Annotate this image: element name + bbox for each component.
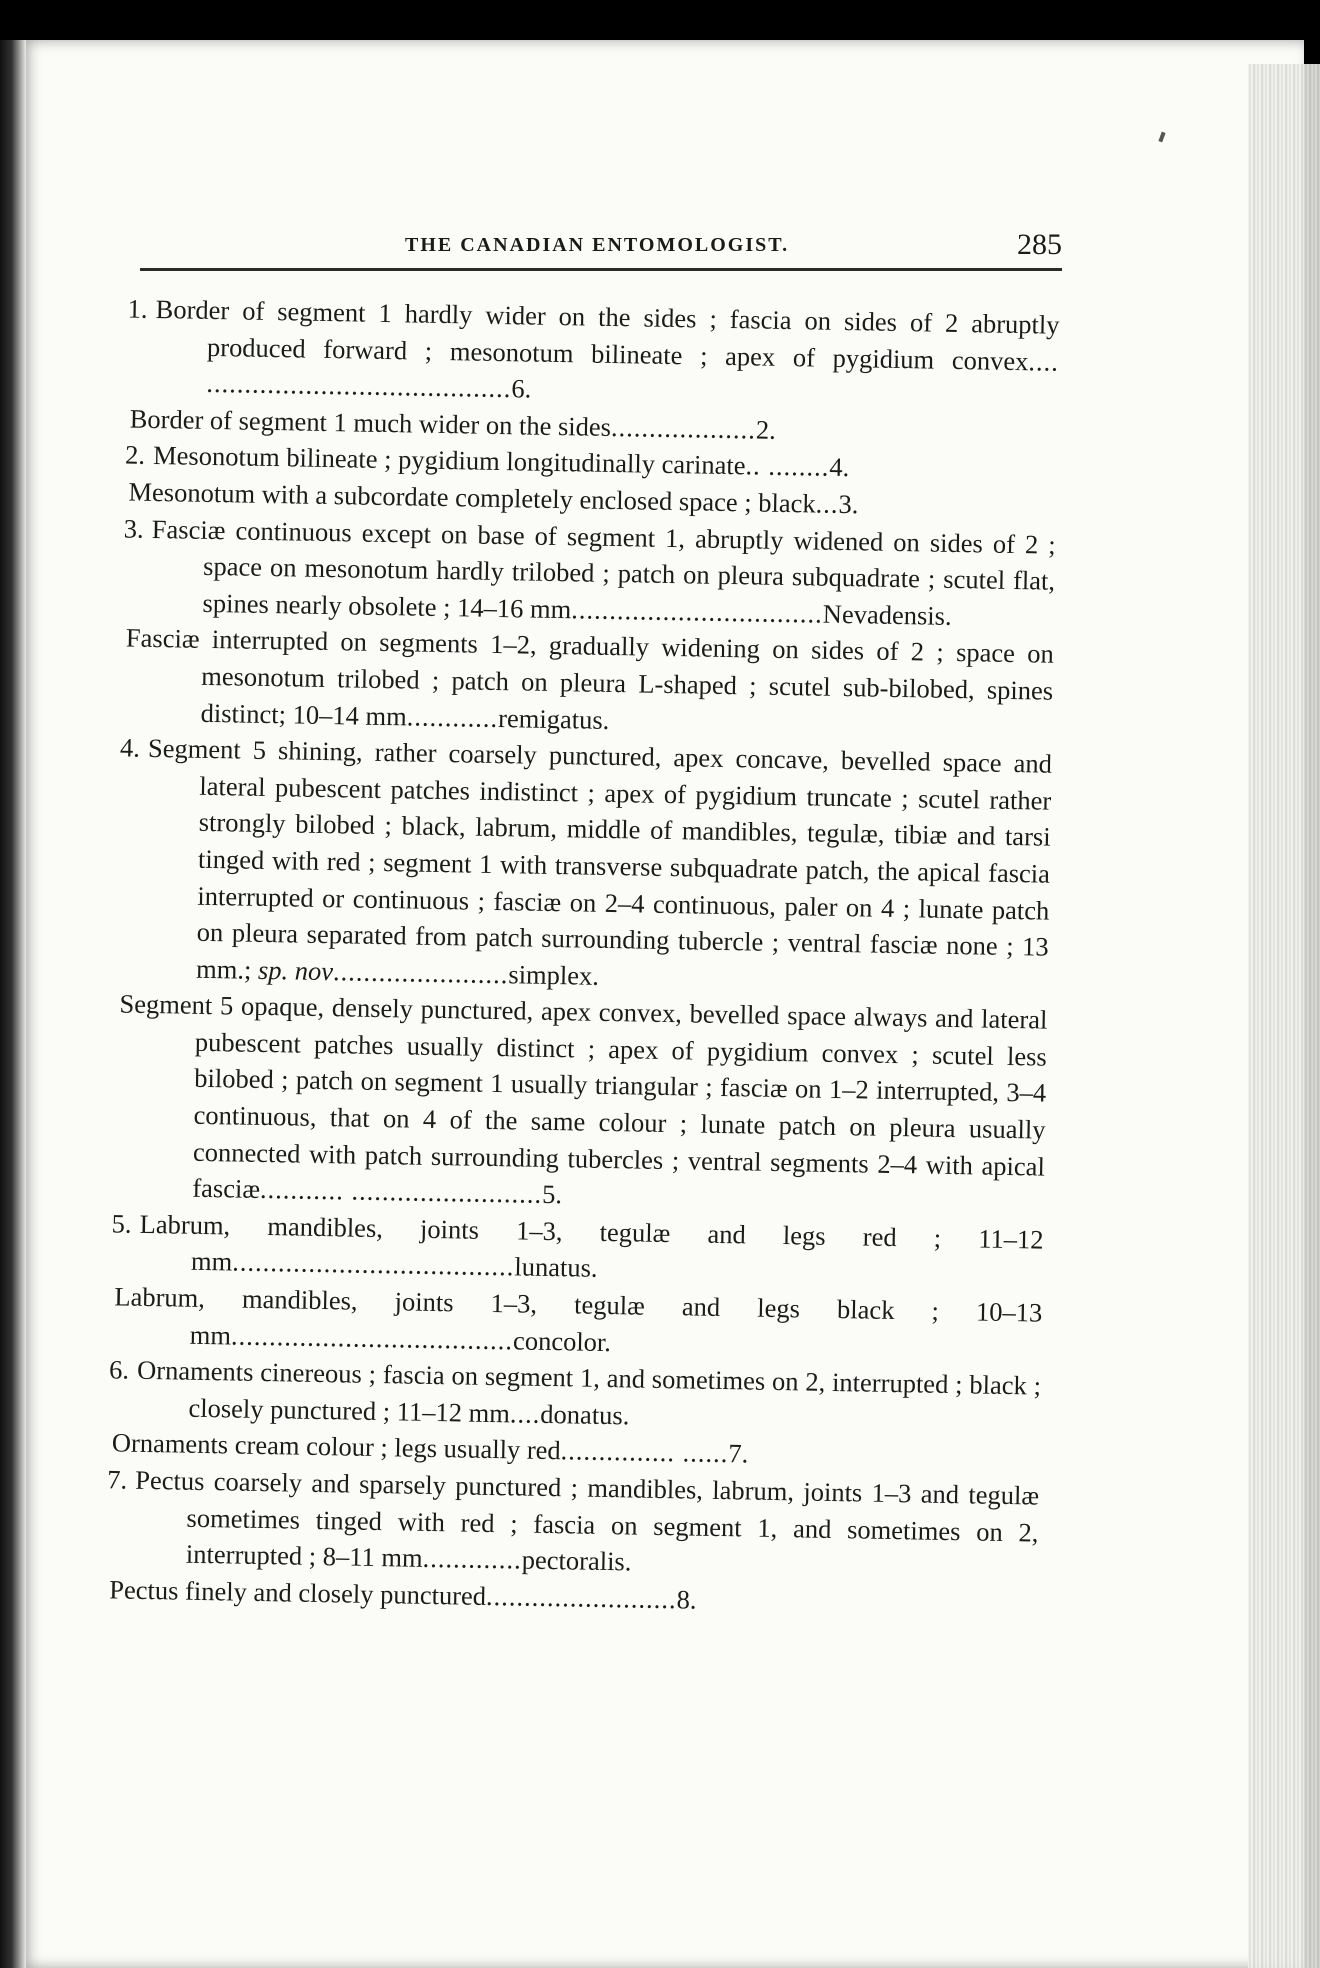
journal-title: THE CANADIAN ENTOMOLOGIST. [405,234,790,256]
entry-reference: lunatus. [514,1251,598,1284]
entry-reference: Nevadensis. [822,598,952,631]
entry-reference: pectoralis. [521,1544,632,1577]
dot-leader: ............ [406,700,499,733]
identification-key [77,290,1060,1624]
entry-reference: 4. [829,452,850,483]
dot-leader: ............. [422,1543,523,1575]
key-couplet-1a [98,290,1060,417]
entry-text: Border of segment 1 hardly wider on the sides ; fascia on sides of 2 abruptly produced forward ; mesonotum bilineate ; apex of pygidium convex [155,293,1060,376]
entry-reference: 6. [511,373,532,404]
entry-reference: 2. [755,414,776,445]
entry-reference: 5. [541,1179,563,1210]
dot-leader: .... [509,1398,541,1429]
couplet-number: 6. [108,1354,130,1385]
couplet-number: 3. [123,513,144,544]
dot-leader: .. ........ [745,450,830,483]
entry-reference: 8. [676,1584,697,1615]
couplet-number: 2. [124,439,146,471]
entry-text: Segment 5 shining, rather coarsely punctured, apex concave, bevelled space and lateral pubescent patches indistinct ; apex of pygidium truncate ; scutel rather strongly bilobed ; black, labrum, middle of mandibles, tegulæ, tibiæ and tarsi tinged with red ; segment 1 with transverse subquadrate patch, the apical fascia interrupted or continuous ; fasciæ on 2–4 continuous, paler on 4 ; lunate patch on pleura separated from patch surrounding tubercle ; ventral fasciæ none ; 13 mm.; [147,733,1053,985]
page-fore-edge [1248,64,1320,1968]
couplet-number: 7. [106,1464,128,1495]
entry-reference: remigatus. [497,702,610,735]
page-gutter-shadow [0,40,26,1968]
page-number: 285 [1017,228,1062,261]
entry-text: Labrum, mandibles, joints 1–3, tegulæ and legs black ; 10–13 mm [114,1281,1043,1351]
key-couplet-4b [84,985,1048,1221]
dot-leader: ..................................... [232,1246,515,1282]
entry-text: Ornaments cinereous ; fascia on segment 1, and sometimes on 2, interrupted ; black ; closely punctured ; 11–12 mm [136,1355,1042,1429]
entry-text: Fasciæ continuous except on base of segment 1, abruptly widened on sides of 2 ; space on mesonotum hardly trilobed ; patch on pleura subquadrate ; scutel flat, spines nearly obsolete ; 14–16 mm [151,513,1056,625]
dot-leader: ............... ...... [560,1435,729,1469]
key-couplet-3a [94,510,1056,637]
entry-text: Pectus finely and closely punctured [109,1574,487,1611]
entry-reference: simplex. [508,958,600,991]
dot-leader: ..................................... [230,1320,514,1355]
entry-text: Pectus coarsely and sparsely punctured ; mandibles, labrum, joints 1–3 and tegulæ sometimes tinged with red ; fascia on segment 1, and sometimes on 2, interrupted ; 8–11 mm [134,1464,1040,1574]
entry-reference: 3. [838,488,859,520]
dot-leader: .... ........................................ [206,345,1060,404]
entry-text: Segment 5 opaque, densely punctured, apex convex, bevelled space always and lateral pubescent patches usually distinct ; apex of pygidium convex ; scutel less bilobed ; patch on segment 1 usually triangular ; fasciæ on 1–2 interrupted, 3–4 continuous, that on 4 of the same colour ; lunate patch on pleura usually connected with patch surrounding tubercles ; ventral segments 2–4 with apical fasciæ [119,988,1048,1205]
dot-leader: ......................... [485,1580,677,1615]
dot-leader: ........... ......................... [259,1174,543,1210]
entry-text: Mesonotum bilineate ; pygidium longitudinally carinate [152,440,746,481]
italic-species-note: sp. nov [257,954,334,986]
header-rule [140,268,1062,271]
entry-text: Border of segment 1 much wider on the sides [129,403,612,442]
entry-text: Fasciæ interrupted on segments 1–2, gradually widening on sides of 2 ; space on mesonotum trilobed ; patch on pleura L-shaped ; scutel sub-bilobed, spines distinct; 10–14 mm [125,622,1055,731]
entry-reference: concolor. [512,1324,612,1357]
dot-leader: ................................. [570,594,824,629]
couplet-number: 4. [119,732,141,763]
entry-text: Mesonotum with a subcordate completely enclosed space ; black [128,476,816,519]
dot-leader: ................... [610,411,757,445]
entry-text: Labrum, mandibles, joints 1–3, tegulæ and legs red ; 11–12 mm [139,1208,1044,1277]
entry-text: Ornaments cream colour ; legs usually red [111,1427,561,1466]
couplet-number: 1. [127,293,148,324]
key-couplet-3b [92,619,1054,746]
key-couplet-4a [88,729,1052,1002]
entry-reference: donatus. [540,1398,630,1431]
dot-leader: ... [815,488,839,519]
key-couplet-7a [78,1461,1040,1588]
running-head [140,228,1080,268]
couplet-number: 5. [111,1208,132,1239]
margin-mark [1158,132,1165,143]
entry-reference: 7. [728,1438,749,1469]
dot-leader: ....................... [332,955,509,989]
